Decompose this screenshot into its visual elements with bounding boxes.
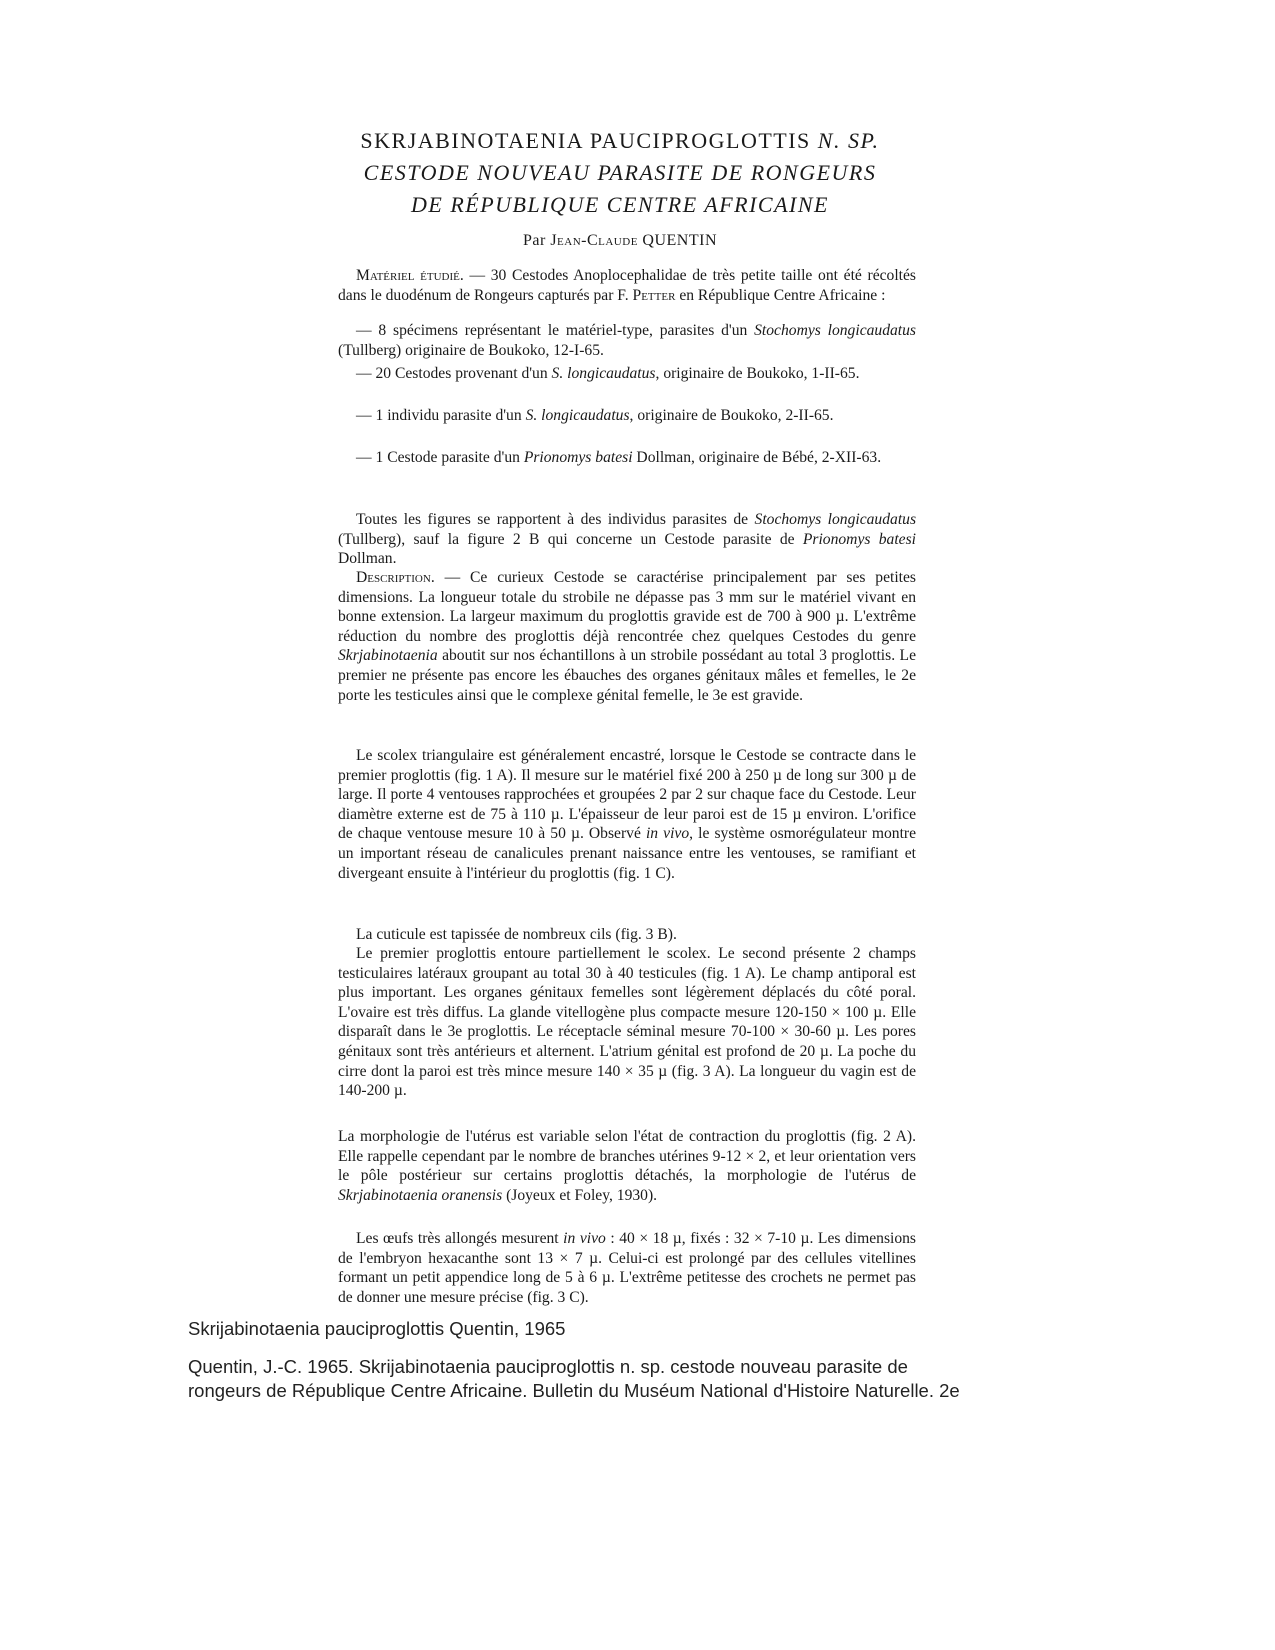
title-species: SKRJABINOTAENIA PAUCIPROGLOTTIS [360,128,818,153]
author-prefix: Par [522,232,551,249]
italic-text: Stochomys longicaudatus [754,511,917,528]
paragraph [338,364,916,384]
small-caps-text: Petter [632,286,676,304]
author-line [300,232,940,250]
italic-text: Skrjabinotaenia oranensis [338,1186,503,1204]
text-run: en République Centre Africaine : [675,286,886,304]
citation-line-1: Quentin, J.-C. 1965. Skrijabinotaenia pauciproglottis n. sp. cestode nouveau parasite de [188,1356,908,1377]
paragraph [338,510,916,569]
text-run: Les œufs très allongés mesurent [356,1230,564,1247]
text-run: Dollman. [338,550,397,568]
paragraph [338,1127,916,1205]
text-run: , originaire de Boukoko, 1-II-65. [655,365,860,382]
text-run: Le premier proglottis entoure partiellement le scolex. Le second présente 2 champs testiculaires latéraux groupant au total 30 à 40 testicules (fig. 1 A). Le champ antiporal est plus important. Les organes génitaux femelles sont légèrement déplacés du côté poral. L'ovaire est très diffus. La glande vitellogène plus compacte mesure 120-150 × 100 µ. Elle disparaît dans le 3e proglottis. Le réceptacle séminal mesure 70-100 × 30-60 µ. Les pores génitaux sont très antérieurs et alternent. L'atrium génital est profond de 20 µ. La poche du cirre dont la paroi est très mince mesure 140 × 35 µ (fig. 3 A). La longueur du vagin est de 140-200 µ. [338,945,916,1100]
paragraph [338,406,916,426]
title-line-1 [300,128,940,154]
italic-text: Prionomys batesi [802,530,916,548]
text-run: — 8 spécimens représentant le matériel-type, parasites d'un [356,322,755,339]
paragraph [338,1229,916,1307]
author-last-name: QUENTIN [637,232,718,249]
text-run: — 1 individu parasite d'un [356,407,526,424]
small-caps-text: Description. [356,569,435,586]
text-run: (Joyeux et Foley, 1930). [502,1186,658,1204]
author-first-name: Jean-Claude [550,232,638,249]
italic-text: in vivo [645,825,690,843]
title-nsp: N. SP. [817,128,880,153]
italic-text: Stochomys longicaudatus [754,322,916,339]
text-run: (Tullberg), sauf la figure 2 B qui concerne un Cestode parasite de [338,530,803,548]
text-run: Le scolex triangulaire est généralement encastré, lorsque le Cestode se contracte dans le premier proglottis (fig. 1 A). Il mesure sur le matériel fixé 200 à 250 µ de long sur 300 µ de large. Il porte 4 ventouses rapprochées et groupées 2 par 2 sur chaque face du Cestode. Leur diamètre externe est de 75 à 110 µ. L'épaisseur de leur paroi est de 15 µ environ. L'orifice de chaque ventouse mesure 10 à 50 µ. Observé [338,747,916,843]
text-run: Toutes les figures se rapportent à des individus parasites de [356,511,755,528]
text-run: La morphologie de l'utérus est variable selon l'état de contraction du proglottis (fig. 2 A). Elle rappelle cependant par le nombre de branches utérines 9-12 × 2, et leur orientation vers le pôle postérieur sur certains proglottis détachés, la morphologie de l'utérus de [338,1128,916,1185]
paragraph [338,925,916,945]
paragraph [338,944,916,1101]
text-run: — 30 Cestodes Anoplocephalidae de très petite taille ont été récoltés dans le duodénum de Rongeurs capturés par F. [338,267,916,304]
text-run: — 1 Cestode parasite d'un [356,449,524,466]
text-run: La cuticule est tapissée de nombreux cils (fig. 3 B). [356,926,677,943]
text-run: Dollman, originaire de Bébé, 2-XII-63. [632,449,882,466]
italic-text: Prionomys batesi [523,449,633,466]
citation-line-2: rongeurs de République Centre Africaine. Bulletin du Muséum National d'Histoire Naturelle. 2e [188,1380,960,1401]
paragraph [338,568,916,705]
text-run: aboutit sur nos échantillons à un strobile possédant au total 3 proglottis. Le premier ne présente pas encore les ébauches des organes génitaux mâles et femelles, le 2e porte les testicules ainsi que le complexe génital femelle, le 3e est gravide. [338,647,916,704]
title-line-2: CESTODE NOUVEAU PARASITE DE RONGEURS [363,160,877,185]
text-run: , le système osmorégulateur montre un important réseau de canalicules prenant naissance entre les ventouses, se ramifiant et divergeant ensuite à l'intérieur du proglottis (fig. 1 C). [338,825,917,882]
text-run: (Tullberg) originaire de Boukoko, 12-I-65. [338,341,604,359]
text-run: — 20 Cestodes provenant d'un [356,365,552,382]
small-caps-text: Matériel étudié. [356,267,464,284]
paragraph [338,266,916,305]
caption: Skrijabinotaenia pauciproglottis Quentin, 1965 [188,1318,566,1339]
italic-text: S. longicaudatus [551,365,656,382]
paragraph [338,448,916,468]
text-run: : 40 × 18 µ, fixés : 32 × 7-10 µ. Les dimensions de l'embryon hexacanthe sont 13 × 7 µ. Celui-ci est prolongé par des cellules vitellines formant un petit appendice long de 5 à 6 µ. L'extrême petitesse des crochets ne permet pas de donner une mesure précise (fig. 3 C). [338,1230,917,1306]
text-run: , originaire de Boukoko, 2-II-65. [629,407,834,424]
text-run: — Ce curieux Cestode se caractérise principalement par ses petites dimensions. La longueur totale du strobile ne dépasse pas 3 mm sur le matériel vivant en bonne extension. La largeur maximum du proglottis gravide est de 700 à 900 µ. L'extrême réduction du nombre des proglottis déjà rencontrée chez quelques Cestodes du genre [338,569,916,645]
paragraph [338,746,916,883]
italic-text: Skrjabinotaenia [338,647,438,665]
title-line-3: DE RÉPUBLIQUE CENTRE AFRICAINE [411,192,829,217]
italic-text: in vivo [563,1230,606,1247]
paragraph [338,321,916,360]
italic-text: S. longicaudatus [525,407,630,424]
